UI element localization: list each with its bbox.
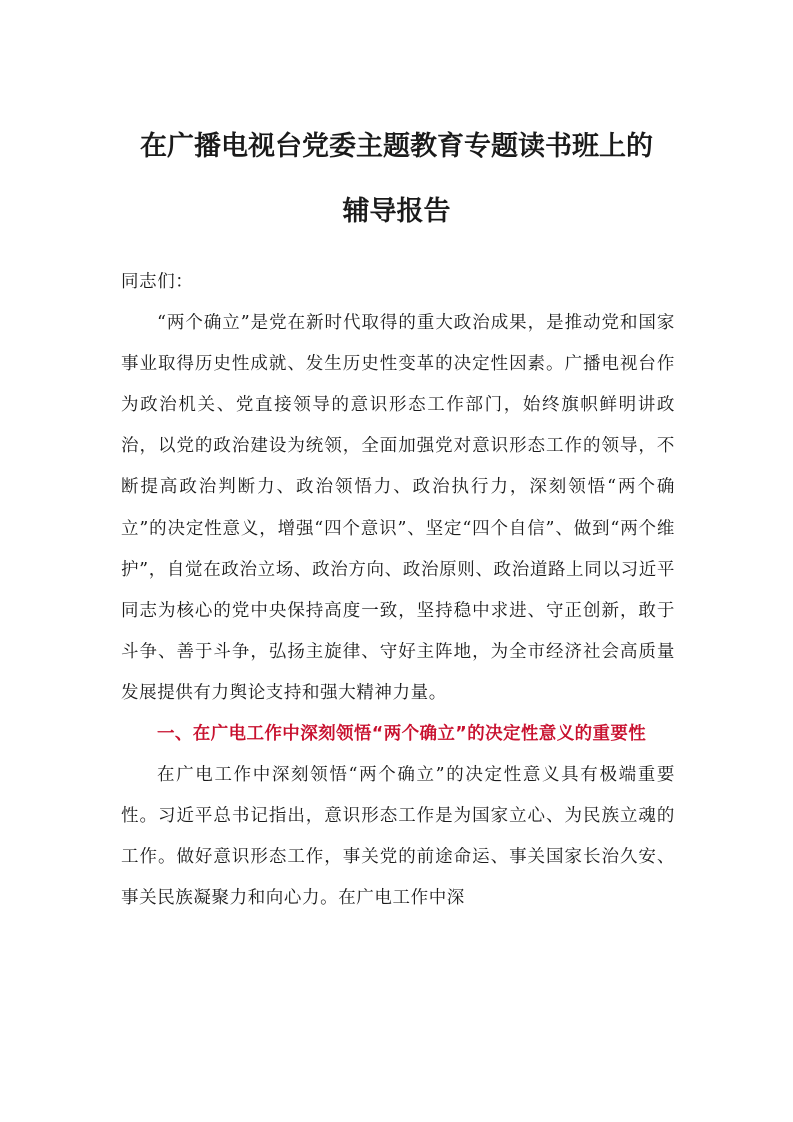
document-title-line-1: 在广播电视台党委主题教育专题读书班上的 [140,131,653,162]
paragraph-intro: “两个确立”是党在新时代取得的重大政治成果，是推动党和国家事业取得历史性成就、发生历史性变革的决定性因素。广播电视台作为政治机关、党直接领导的意识形态工作部门，始终旗帜鲜明讲政治，以党的政治建设为统领，全面加强党对意识形态工作的领导，不断提高政治判断力、政治领悟力、政治执行力，深刻领悟“两个确立”的决定性意义，增强“四个意识”、坚定“四个自信”、做到“两个维护”，自觉在政治立场、政治方向、政治原则、政治道路上同以习近平同志为核心的党中央保持高度一致，坚持稳中求进、守正创新，敢于斗争、善于斗争，弘扬主旋律、守好主阵地，为全市经济社会高质量发展提供有力舆论支持和强大精神力量。 [121,313,675,703]
document-body [121,262,675,920]
greeting: 同志们： [121,272,194,292]
paragraph-section-1: 在广电工作中深刻领悟“两个确立”的决定性意义具有极端重要性。习近平总书记指出，意识形态工作是为国家立心、为民族立魂的工作。做好意识形态工作，事关党的前途命运、事关国家长治久安、事关民族凝聚力和向心力。在广电工作中深 [121,765,675,909]
document-title-line-2: 辅导报告 [342,196,451,227]
section-heading-1: 一、在广电工作中深刻领悟“两个确立”的决定性意义的重要性 [157,724,647,745]
